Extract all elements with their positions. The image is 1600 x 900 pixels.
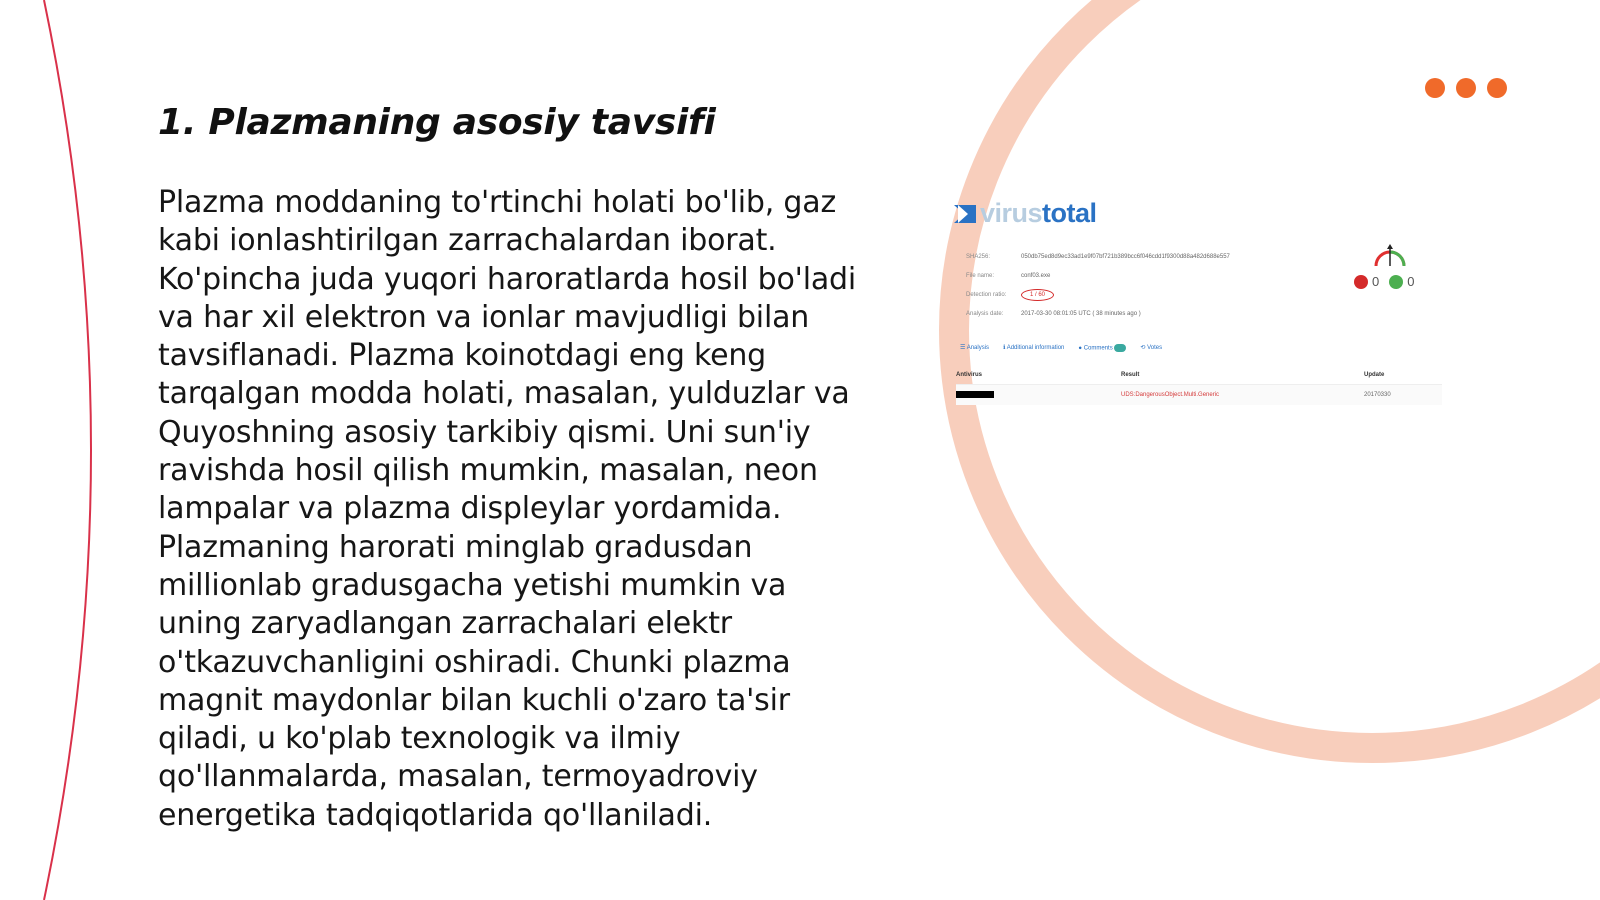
tab-comments[interactable]: ● Comments [1078,344,1126,352]
tab-additional-information[interactable]: ℹ Additional information [1003,345,1065,351]
virustotal-screenshot [952,198,1442,413]
slide-title: 1. Plazmaning asosiy tavsifi [158,102,716,143]
slide-body-text: Plazma moddaning to'rtinchi holati bo'lib, gaz kabi ionlashtirilgan zarrachalardan iborat. Ko'pincha juda yuqori haroratlarda hosil bo'ladi va har xil elektron va ionlar mavjudligi bilan tavsiflanadi. Plazma koinotdagi eng keng tarqalgan modda holati, masalan, yulduzlar va Quyoshning asosiy tarkibiy qismi. Uni sun'iy ravishda hosil qilish mumkin, masalan, neon lampalar va plazma displeylar yordamida. Plazmaning harorati minglab gradusdan millionlab gradusgacha yetishi mumkin va uning zaryadlangan zarrachalari elektr o'tkazuvchanligini oshiradi. Chunki plazma magnit maydonlar bilan kuchli o'zaro ta'sir qiladi, u ko'plab texnologik va ilmiy qo'llanmalarda, masalan, termoyadroviy energetika tadqiqotlarida qo'llaniladi. [158,185,857,833]
vt-tabs [960,344,1162,352]
dot-icon [1425,78,1445,98]
table-header: Antivirus Result Update [956,366,1442,385]
bad-vote-icon [1354,275,1368,289]
info-row: Detection ratio: 1 / 60 [966,285,1296,304]
virustotal-logo-icon [954,203,976,225]
dot-icon [1487,78,1507,98]
menu-dots [1425,78,1507,98]
detection-ratio: 1 / 60 [1021,289,1054,301]
tab-votes[interactable]: ⟲ Votes [1140,345,1163,351]
virustotal-logo [954,198,1097,229]
vote-counts: 0 0 [1354,274,1414,289]
comments-count-badge [1114,344,1126,352]
redacted-antivirus-name [956,391,994,398]
tab-analysis[interactable]: ☰ Analysis [960,345,990,351]
left-red-arc [44,0,91,900]
info-row: Analysis date: 2017-03-30 08:01:05 UTC ( 38 minutes ago ) [966,310,1141,317]
good-vote-icon [1389,275,1403,289]
results-table [956,366,1442,405]
file-info [966,247,1296,323]
table-row: UDS:DangerousObject.Multi.Generic 20170330 [956,385,1442,405]
info-row: File name: conf03.exe [966,272,1051,279]
info-row: SHA256: 050db75ed8d9ec33ad1e9f07bf721b389bcc6f046cdd1f9300d88a482d688e557 [966,253,1230,260]
dot-icon [1456,78,1476,98]
virustotal-logo-text: virustotal [980,198,1097,228]
